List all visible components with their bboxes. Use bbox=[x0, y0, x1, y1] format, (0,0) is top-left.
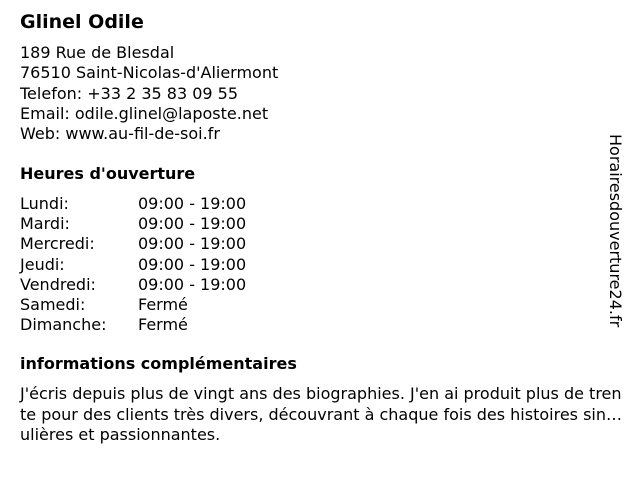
contact-block bbox=[20, 43, 278, 144]
hours-day: Lundi: bbox=[20, 194, 69, 213]
hours-day: Mardi: bbox=[20, 214, 70, 234]
hours-time: 09:00 - 19:00 bbox=[138, 194, 247, 213]
additional-info-heading: informations complémentaires bbox=[20, 354, 297, 373]
phone-number: Telefon: +33 2 35 83 09 55 bbox=[20, 83, 239, 103]
address-street: 189 Rue de Blesdal bbox=[20, 43, 175, 62]
website: Web: www.au-fil-de-soi.fr bbox=[20, 124, 220, 144]
additional-info-text: J'écris depuis plus de vingt ans des biographies. J'en ai produit plus de trente pour des clients très divers, découvrant à chaque fois des histoires singulières et passionnantes. bbox=[20, 384, 622, 444]
hours-day: Mercredi: bbox=[20, 234, 95, 254]
hours-time: Fermé bbox=[138, 315, 188, 335]
hours-day: Vendredi: bbox=[20, 274, 96, 294]
hours-time: 09:00 - 19:00 bbox=[138, 274, 247, 294]
hours-time: 09:00 - 19:00 bbox=[138, 254, 247, 274]
hours-day: Jeudi: bbox=[20, 254, 65, 274]
hours-day: Samedi: bbox=[20, 294, 86, 314]
address-city: 76510 Saint-Nicolas-d'Aliermont bbox=[20, 63, 279, 83]
hours-day: Dimanche: bbox=[20, 315, 107, 335]
business-name: Glinel Odile bbox=[20, 11, 144, 33]
hours-time: 09:00 - 19:00 bbox=[138, 234, 247, 254]
opening-hours-heading: Heures d'ouverture bbox=[20, 164, 196, 183]
hours-time: 09:00 - 19:00 bbox=[138, 214, 247, 234]
site-watermark: Horairesdouverture24.fr bbox=[606, 134, 625, 328]
hours-time: Fermé bbox=[138, 294, 188, 314]
email-address: Email: odile.glinel@laposte.net bbox=[20, 103, 269, 123]
